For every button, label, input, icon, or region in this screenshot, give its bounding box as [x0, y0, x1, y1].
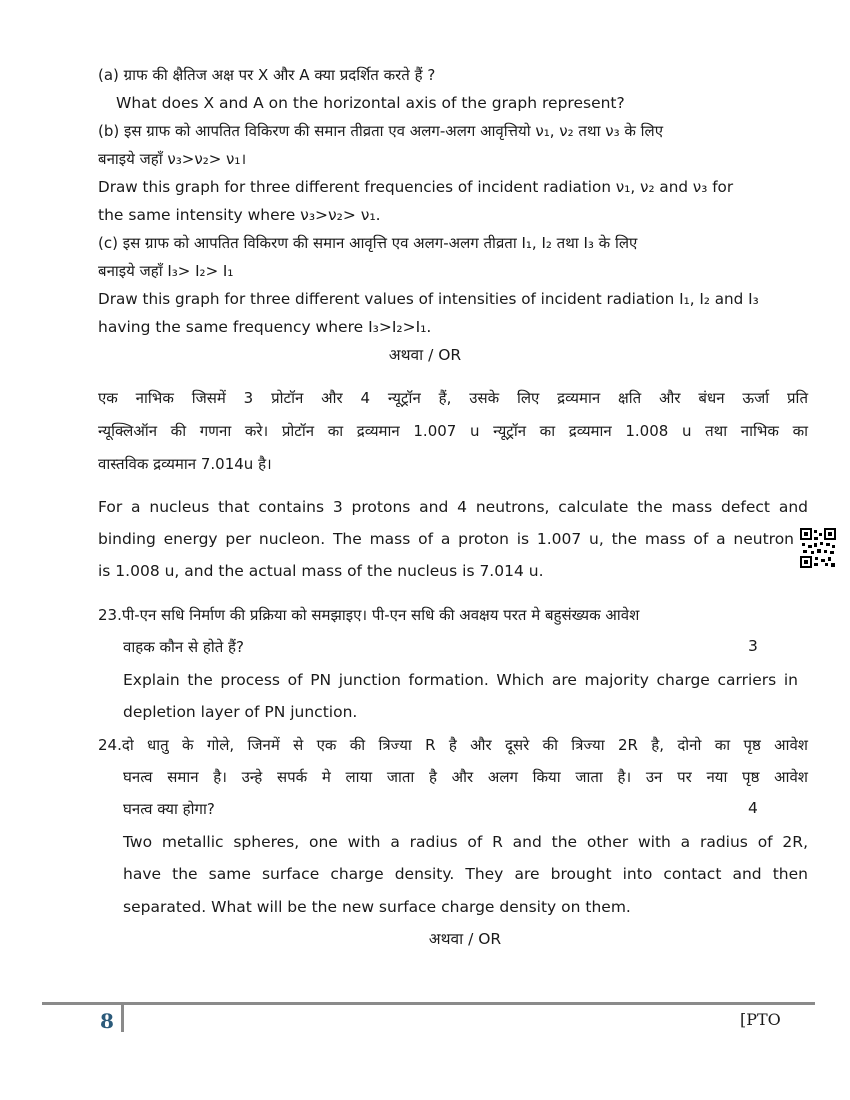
q22-b-english-line1: Draw this graph for three different frequencies of incident radiation ν₁, ν₂ and ν₃ for: [98, 178, 734, 196]
q22-c-hindi-line2: बनाइये जहाँ I₃> I₂> I₁: [98, 262, 234, 280]
q22-b-english-line2: the same intensity where ν₃>ν₂> ν₁.: [98, 206, 381, 224]
pto-label: [PTO: [740, 1010, 781, 1029]
q24-english-line3: separated. What will be the new surface charge density on them.: [123, 898, 631, 916]
page-number: 8: [100, 1009, 114, 1033]
q23-english-line2: depletion layer of PN junction.: [123, 703, 358, 721]
q22-c-hindi-line1: (c) इस ग्राफ को आपतित विकिरण की समान आवृत्ति एव अलग-अलग तीव्रता I₁, I₂ तथा I₃ के लिए: [98, 234, 638, 252]
q23-hindi-line2: वाहक कौन से होते हैं?: [123, 638, 244, 656]
q23-hindi-line1: 23.पी-एन सधि निर्माण की प्रक्रिया को समझाइए। पी-एन सधि की अवक्षय परत मे बहुसंख्यक आवेश: [98, 606, 640, 624]
q24-marks: 4: [748, 799, 758, 817]
q22-alt-hindi-line2: न्यूक्लिऑन की गणना करे। प्रोटॉन का द्रव्यमान 1.007 u न्यूट्रॉन का द्रव्यमान 1.008 u तथा नाभिक का: [98, 422, 808, 440]
q23-marks: 3: [748, 637, 758, 655]
q22-a-hindi: (a) ग्राफ की क्षैतिज अक्ष पर X और A क्या प्रदर्शित करते हैं ?: [98, 66, 436, 84]
q22-b-hindi-line2: बनाइये जहाँ ν₃>ν₂> ν₁।: [98, 150, 247, 168]
q24-or-separator: अथवा / OR: [428, 930, 502, 948]
page-number-divider: [121, 1005, 124, 1032]
q24-english-line1: Two metallic spheres, one with a radius of R and the other with a radius of 2R,: [123, 833, 808, 851]
qr-code-icon: [800, 528, 836, 568]
q22-alt-english-line3: is 1.008 u, and the actual mass of the nucleus is 7.014 u.: [98, 562, 544, 580]
q23-english-line1: Explain the process of PN junction formation. Which are majority charge carriers in: [123, 671, 798, 689]
q24-hindi-line3: घनत्व क्या होगा?: [123, 800, 215, 818]
q22-alt-hindi-line3: वास्तविक द्रव्यमान 7.014u है।: [98, 455, 272, 473]
footer-rule: [42, 1002, 815, 1005]
q22-alt-english-line2: binding energy per nucleon. The mass of a proton is 1.007 u, the mass of a neutron: [98, 530, 794, 548]
q22-or-separator: अथवा / OR: [388, 346, 462, 364]
q22-c-english-line2: having the same frequency where I₃>I₂>I₁.: [98, 318, 432, 336]
q22-c-english-line1: Draw this graph for three different values of intensities of incident radiation I₁, I₂ and I₃: [98, 290, 759, 308]
q24-english-line2: have the same surface charge density. They are brought into contact and then: [123, 865, 808, 883]
q22-b-hindi-line1: (b) इस ग्राफ को आपतित विकिरण की समान तीव्रता एव अलग-अलग आवृत्तियो ν₁, ν₂ तथा ν₃ के लिए: [98, 122, 664, 140]
q22-alt-english-line1: For a nucleus that contains 3 protons and 4 neutrons, calculate the mass defect and: [98, 498, 808, 516]
q24-hindi-line1: 24.दो धातु के गोले, जिनमें से एक की त्रिज्या R है और दूसरे की त्रिज्या 2R है, दोनो का पृष्ठ आवेश: [98, 736, 808, 754]
q24-hindi-line2: घनत्व समान है। उन्हे सपर्क मे लाया जाता है और अलग किया जाता है। उन पर नया पृष्ठ आवेश: [123, 768, 808, 786]
q22-a-english: What does X and A on the horizontal axis of the graph represent?: [116, 94, 625, 112]
q22-alt-hindi-line1: एक नाभिक जिसमें 3 प्रोटॉन और 4 न्यूट्रॉन हैं, उसके लिए द्रव्यमान क्षति और बंधन ऊर्जा प्रति: [98, 389, 808, 407]
